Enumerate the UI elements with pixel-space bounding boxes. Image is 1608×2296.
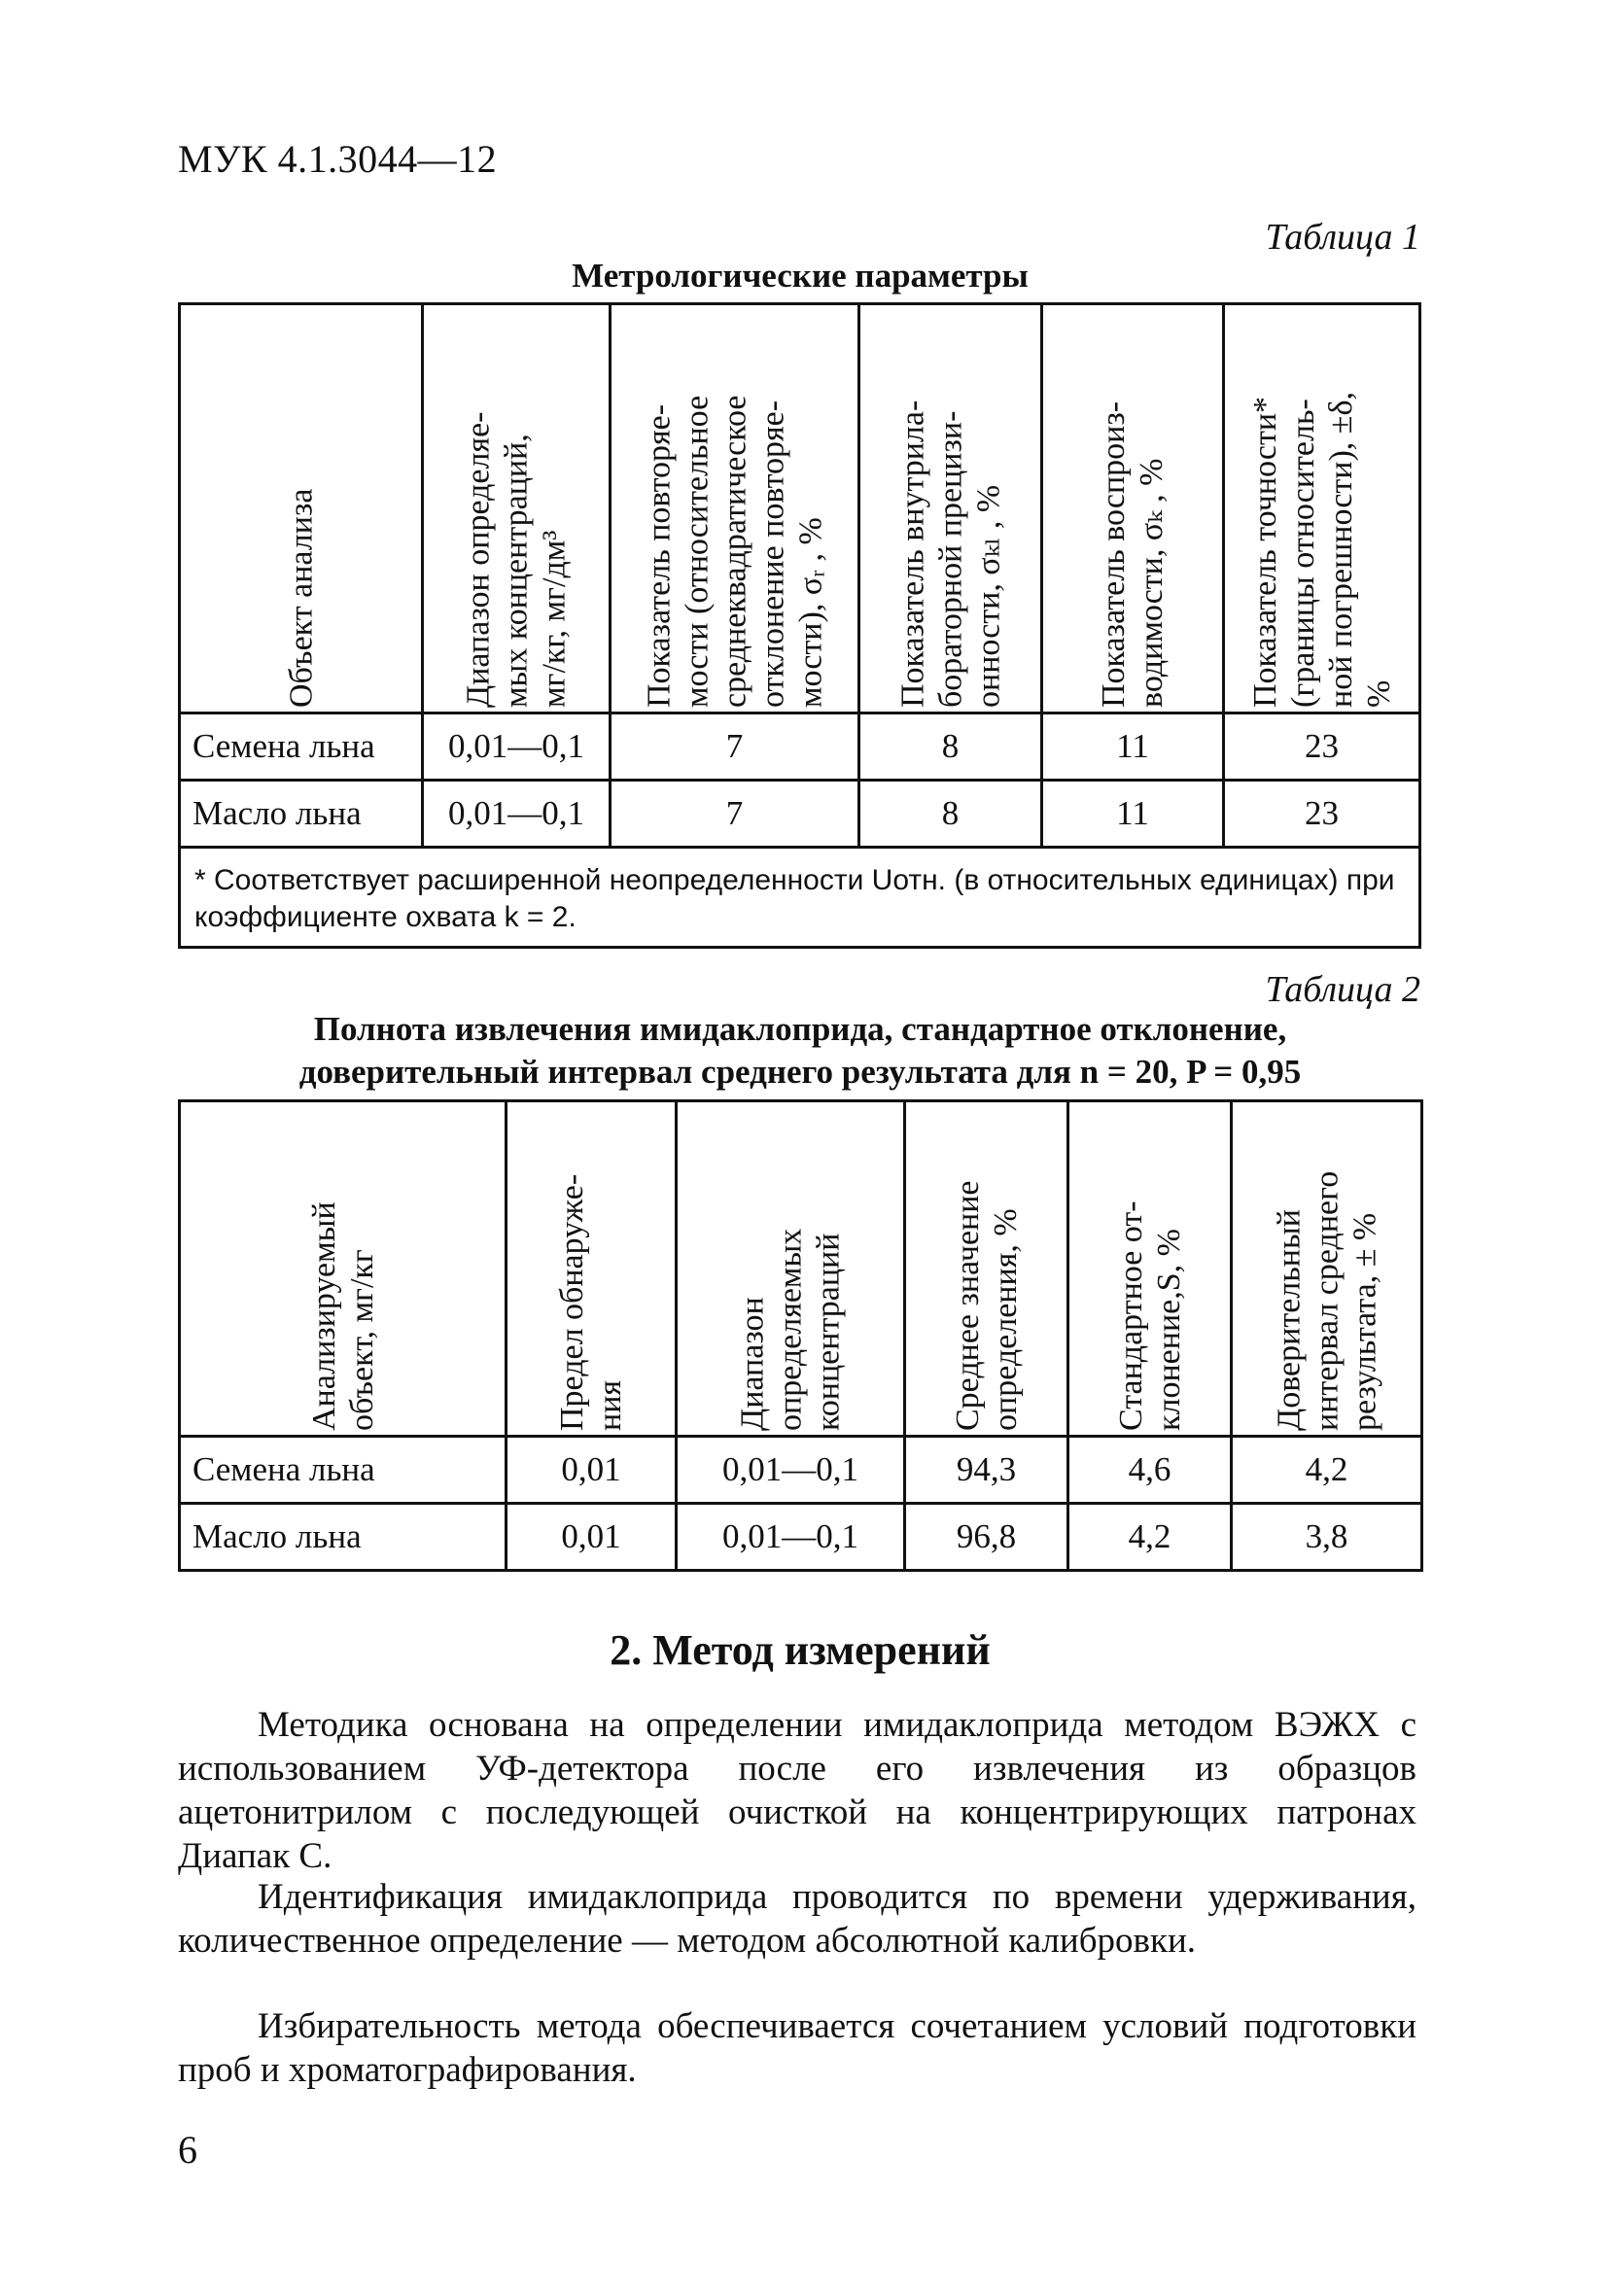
table-cell: 11 bbox=[1042, 713, 1224, 781]
table-header-row bbox=[180, 304, 1420, 713]
document-code: МУК 4.1.3044—12 bbox=[178, 137, 498, 181]
table-cell: 0,01—0,1 bbox=[423, 781, 611, 848]
table-1-label: Таблица 1 bbox=[1265, 217, 1420, 258]
table-cell: Семена льна bbox=[180, 713, 423, 781]
table-cell: 96,8 bbox=[905, 1504, 1068, 1571]
table-1-caption: Метрологические параметры bbox=[572, 257, 1029, 295]
table-cell: 23 bbox=[1224, 713, 1420, 781]
table-note-row bbox=[180, 848, 1420, 948]
table-cell: 4,2 bbox=[1232, 1437, 1422, 1504]
column-header: Стандартное от- клонение,S, % bbox=[1068, 1101, 1232, 1437]
table-cell: 0,01 bbox=[507, 1437, 677, 1504]
table-cell: 0,01 bbox=[507, 1504, 677, 1571]
column-header: Объект анализа bbox=[180, 304, 423, 713]
table-cell: 4,2 bbox=[1068, 1504, 1232, 1571]
column-header: Анализируемый объект, мг/кг bbox=[180, 1101, 507, 1437]
table-cell: 0,01—0,1 bbox=[423, 713, 611, 781]
table-header-row bbox=[180, 1101, 1422, 1437]
paragraph: Идентификация имидаклоприда проводится по времени удерживания, количественное определение — методом абсолютной калибровки. bbox=[178, 1877, 1416, 1961]
table-footnote: * Соответствует расширенной неопределенности Uотн. (в относительных единицах) при коэффициенте охвата k = 2. bbox=[180, 848, 1420, 948]
table-cell: Масло льна bbox=[180, 1504, 507, 1571]
table-cell: 4,6 bbox=[1068, 1437, 1232, 1504]
column-header: Предел обнаруже- ния bbox=[507, 1101, 677, 1437]
column-header: Среднее значение определения, % bbox=[905, 1101, 1068, 1437]
table-cell: 11 bbox=[1042, 781, 1224, 848]
column-header: Показатель воспроиз- водимости, σₖ , % bbox=[1042, 304, 1224, 713]
page-number: 6 bbox=[178, 2128, 197, 2172]
table-cell: Семена льна bbox=[180, 1437, 507, 1504]
column-header: Доверительный интервал среднего результата, ± % bbox=[1232, 1101, 1422, 1437]
table-cell: 0,01—0,1 bbox=[677, 1437, 905, 1504]
column-header: Показатель внутрила- бораторной прецизи- онности, σₖₗ , % bbox=[859, 304, 1042, 713]
table-cell: 7 bbox=[611, 713, 859, 781]
column-header: Показатель повторяе- мости (относительное среднеквадратическое отклонение повторяе- мости), σᵣ , % bbox=[611, 304, 859, 713]
column-header: Диапазон определяе- мых концентраций, мг/кг, мг/дм³ bbox=[423, 304, 611, 713]
table-cell: 94,3 bbox=[905, 1437, 1068, 1504]
caption-line: доверительный интервал среднего результата для n = 20, P = 0,95 bbox=[298, 1053, 1302, 1091]
table-row bbox=[180, 713, 1420, 781]
table-row bbox=[180, 781, 1420, 848]
recovery-table bbox=[178, 1099, 1423, 1572]
table-cell: 0,01—0,1 bbox=[677, 1504, 905, 1571]
table-row bbox=[180, 1504, 1422, 1571]
caption-line: Полнота извлечения имидаклоприда, стандартное отклонение, bbox=[313, 1010, 1287, 1048]
table-2-label: Таблица 2 bbox=[1265, 969, 1420, 1010]
table-cell: 8 bbox=[859, 713, 1042, 781]
section-title: 2. Метод измерений bbox=[610, 1626, 991, 1674]
paragraph: Избирательность метода обеспечивается сочетанием условий подготовки проб и хроматографирования. bbox=[178, 2006, 1416, 2090]
table-cell: 7 bbox=[611, 781, 859, 848]
table-cell: 23 bbox=[1224, 781, 1420, 848]
table-cell: 8 bbox=[859, 781, 1042, 848]
table-cell: Масло льна bbox=[180, 781, 423, 848]
column-header: Диапазон определяемых концентраций bbox=[677, 1101, 905, 1437]
table-row bbox=[180, 1437, 1422, 1504]
table-cell: 3,8 bbox=[1232, 1504, 1422, 1571]
column-header: Показатель точности* (границы относитель- ной погрешности), ±δ, % bbox=[1224, 304, 1420, 713]
table-2-caption bbox=[178, 1008, 1422, 1094]
paragraph: Методика основана на определении имидаклоприда методом ВЭЖХ с использованием УФ-детектора после его извлечения из образцов ацетонитрилом с последующей очисткой на концентрирующих патронах Диапак С. bbox=[178, 1705, 1416, 1876]
metrology-table bbox=[178, 302, 1421, 949]
